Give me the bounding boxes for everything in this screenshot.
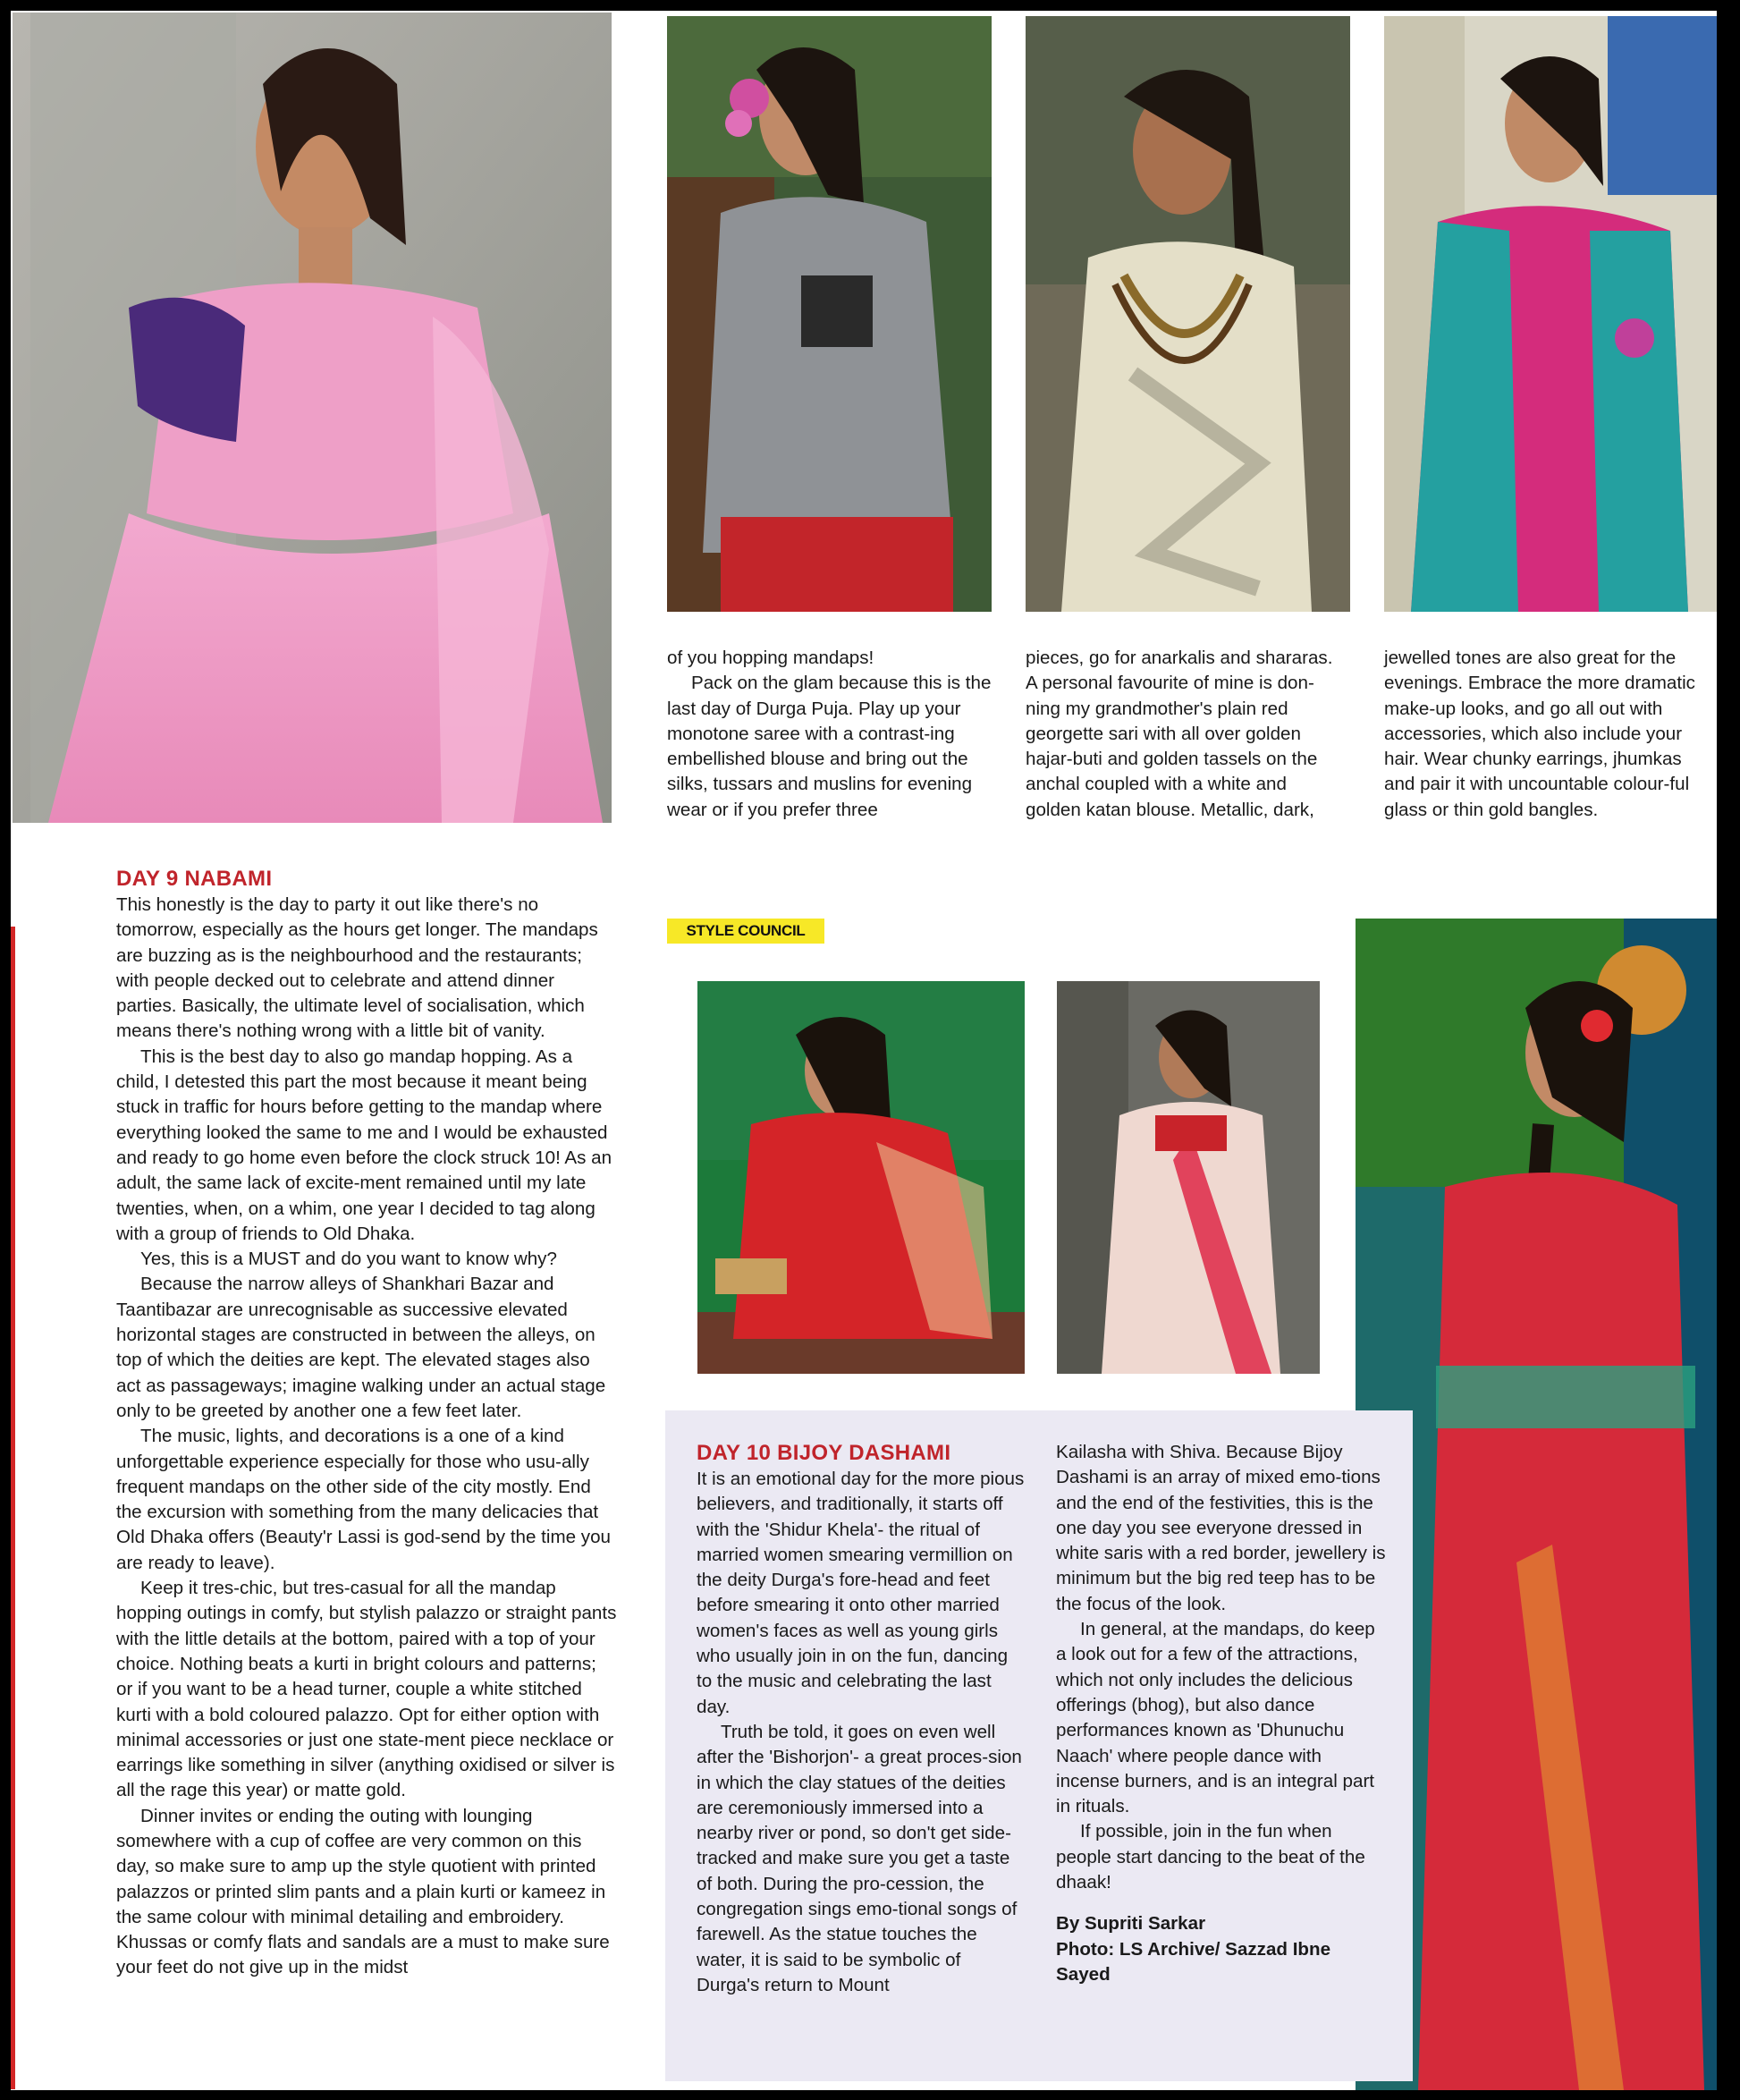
left-red-rule bbox=[11, 927, 15, 2089]
byline: By Supriti Sarkar bbox=[1056, 1913, 1206, 1935]
day10-col2-para-3: If possible, join in the fun when people start dancing to the beat of the dhaak! bbox=[1056, 1821, 1365, 1893]
photo-cream-saree bbox=[1026, 16, 1350, 612]
day10-column-2 bbox=[1056, 1440, 1387, 1987]
day10-col2-para-2: In general, at the mandaps, do keep a look out for a few of the attractions, which not only includes the delicious offerings (bhog), but also dance performances known as 'Dhunuchu Naach' where people dance with incense burners, and is an integral part in rituals. bbox=[1056, 1619, 1375, 1817]
photo-white-saree bbox=[1057, 981, 1320, 1374]
day9-para-1: This honestly is the day to party it out like there's no tomorrow, especially as the hours get longer. The mandaps are buzzing as is the neighbourhood and the restaurants; with people decked out to celebrate and attend dinner parties. Basically, the ultimate level of socialisation, which means there's nothing wrong with a little bit of vanity. bbox=[116, 894, 598, 1042]
frame-left bbox=[0, 0, 11, 2100]
day9-para-7: Dinner invites or ending the outing with lounging somewhere with a cup of coffee are very common on this day, so make sure to amp up the style quotient with printed palazzos or printed slim pants and a plain kurti or kameez in the same colour with minimal detailing and embroidery. Khussas or comfy flats and sandals are a must to make sure your feet do not give up in the midst bbox=[116, 1805, 610, 1978]
frame-right bbox=[1717, 0, 1740, 2100]
photo-red-saree-seated bbox=[697, 981, 1025, 1374]
day9-heading: DAY 9 NABAMI bbox=[116, 867, 273, 891]
top-column-2 bbox=[1026, 646, 1339, 823]
day10-col2-para-1: Kailasha with Shiva. Because Bijoy Dashami is an array of mixed emo-tions and the end of the festivities, this is the one day you see everyone dressed in white saris with a red border, jewellery is minimum but the big red teep has to be the focus of the look. bbox=[1056, 1442, 1386, 1614]
photo-credit: Photo: LS Archive/ Sazzad Ibne Sayed bbox=[1056, 1938, 1331, 1985]
photo-teal-jacket bbox=[1384, 16, 1717, 612]
top-col1-para-1: of you hopping mandaps! bbox=[667, 648, 874, 668]
day9-para-6: Keep it tres-chic, but tres-casual for all the mandap hopping outings in comfy, but stylish palazzo or straight pants with the little details at the bottom, paired with a top of your choice. Nothing beats a kurti in bright colours and patterns; or if you want to be a head turner, couple a white stitched kurti with a bold coloured palazzo. Opt for either option with minimal accessories or just one state-ment piece necklace or earrings like something in silver (anything oxidised or silver is all the rage this year) or matte gold. bbox=[116, 1578, 617, 1801]
day10-heading: DAY 10 BIJOY DASHAMI bbox=[697, 1441, 951, 1465]
day9-para-3: Yes, this is a MUST and do you want to know why? bbox=[140, 1249, 557, 1270]
frame-bottom bbox=[0, 2090, 1740, 2100]
top-col2-para-1: pieces, go for anarkalis and shararas. A personal favourite of mine is don-ning my grandmother's plain red georgette sari with all over golden hajar-buti and golden tassels on the anchal coupled with a white and golden katan blouse. Metallic, dark, bbox=[1026, 648, 1333, 820]
top-column-1 bbox=[667, 646, 998, 823]
top-col3-para-1: jewelled tones are also great for the evenings. Embrace the more dramatic make-up looks, and go all out with accessories, which also include your hair. Wear chunky earrings, jhumkas and pair it with uncountable colour-ful glass or thin gold bangles. bbox=[1384, 648, 1695, 820]
top-col1-para-2: Pack on the glam because this is the last day of Durga Puja. Play up your monotone saree with a contrast-ing embellished blouse and bring out the silks, tussars and muslins for evening wear or if you prefer three bbox=[667, 673, 992, 820]
day9-para-2: This is the best day to also go mandap hopping. As a child, I detested this part the most because it meant being stuck in traffic for hours before getting to the mandap where everything looked the same to me and I would be exhausted and ready to go home even before the clock struck 10! As an adult, the same lack of excite-ment remained until my late twenties, when, on a whim, one year I decided to tag along with a group of friends to Old Dhaka. bbox=[116, 1046, 612, 1244]
day10-column-1 bbox=[697, 1440, 1027, 1998]
photo-grey-kurti bbox=[667, 16, 992, 612]
day10-col1-para-2: Truth be told, it goes on even well after the 'Bishorjon'- a great proces-sion in which the clay statues of the deities are ceremoniously immersed into a nearby river or pond, so don't get side-tracked and make sure you get a taste of both. During the pro-cession, the congregation sings emo-tional songs of farewell. As the statue touches the water, it is said to be symbolic of Durga's return to Mount bbox=[697, 1721, 1022, 1995]
day9-column bbox=[116, 866, 617, 1981]
day10-col1-para-1: It is an emotional day for the more pious believers, and traditionally, it starts off with the 'Shidur Khela'- the ritual of married women smearing vermillion on the deity Durga's fore-head and feet before smearing it onto other married women's faces as well as young girls who usually join in on the fun, dancing to the music and celebrating the last day. bbox=[697, 1469, 1025, 1717]
photo-pink-saree bbox=[13, 13, 612, 823]
section-tag: STYLE COUNCIL bbox=[667, 919, 824, 944]
frame-top bbox=[0, 0, 1740, 11]
top-column-3 bbox=[1384, 646, 1715, 823]
day9-para-4: Because the narrow alleys of Shankhari Bazar and Taantibazar are unrecognisable as successive elevated horizontal stages are constructed in between the alleys, on top of which the deities are kept. The elevated stages also act as passageways; imagine walking under an actual stage only to be greeted by another one a few feet later. bbox=[116, 1274, 606, 1421]
day9-para-5: The music, lights, and decorations is a one of a kind unforgettable experience especially for those who usu-ally frequent mandaps on the other side of the city mostly. End the excursion with something from the many delicacies that Old Dhaka offers (Beauty'r Lassi is god-send by the time you are ready to leave). bbox=[116, 1426, 611, 1573]
